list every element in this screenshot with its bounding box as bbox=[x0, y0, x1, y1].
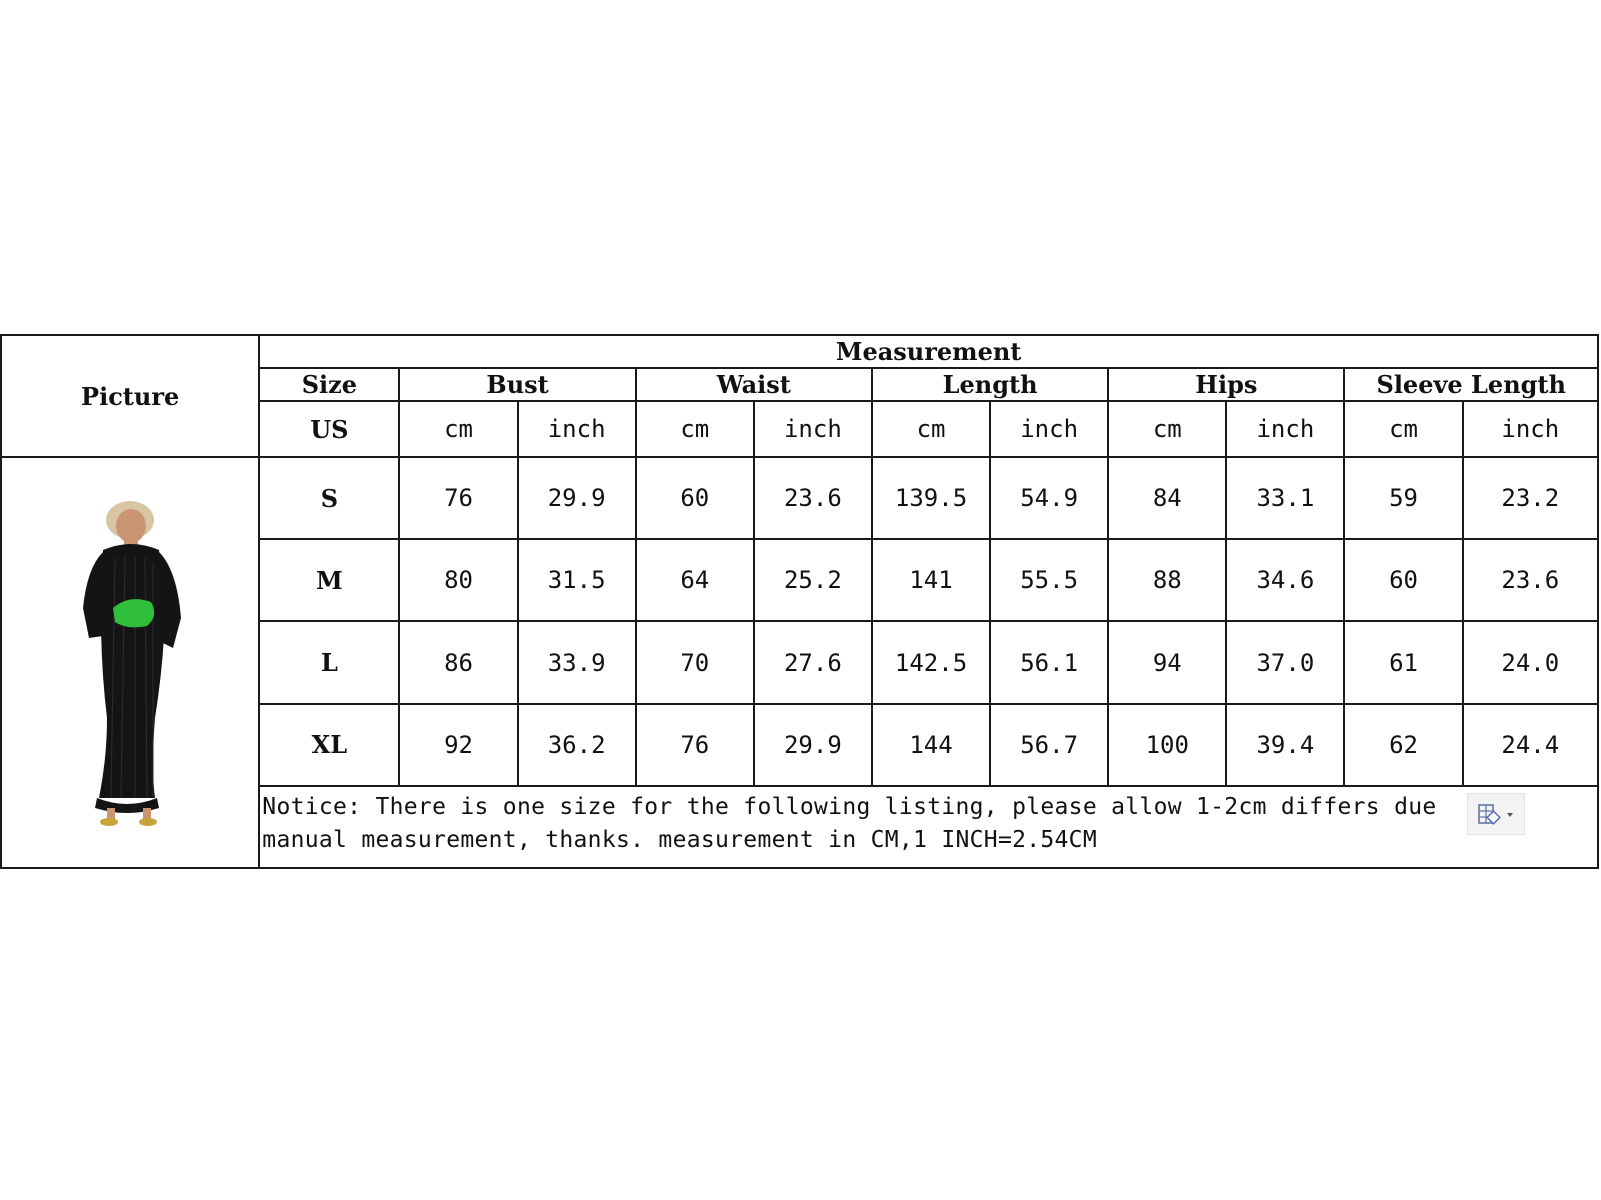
length-cm-cell: 142.5 bbox=[872, 621, 990, 703]
size-label: S bbox=[259, 457, 399, 539]
size-label: XL bbox=[259, 704, 399, 786]
dress bbox=[99, 544, 165, 798]
waist-inch-cell: 25.2 bbox=[754, 539, 872, 621]
waist-inch-cell: 27.6 bbox=[754, 621, 872, 703]
unit-header: inch bbox=[1226, 401, 1344, 457]
bust-cm-cell: 86 bbox=[399, 621, 517, 703]
hips-header: Hips bbox=[1108, 368, 1344, 401]
length-cm-cell: 141 bbox=[872, 539, 990, 621]
unit-header: cm bbox=[636, 401, 754, 457]
unit-header: cm bbox=[1344, 401, 1462, 457]
hips-inch-cell: 39.4 bbox=[1226, 704, 1344, 786]
sleeve-inch-cell: 23.6 bbox=[1463, 539, 1598, 621]
bust-cm-cell: 92 bbox=[399, 704, 517, 786]
waist-cm-cell: 60 bbox=[636, 457, 754, 539]
unit-header: inch bbox=[518, 401, 636, 457]
sleeve-cm-cell: 61 bbox=[1344, 621, 1462, 703]
unit-header: cm bbox=[872, 401, 990, 457]
bust-cm-cell: 76 bbox=[399, 457, 517, 539]
waist-inch-cell: 29.9 bbox=[754, 704, 872, 786]
hips-inch-cell: 33.1 bbox=[1226, 457, 1344, 539]
hips-cm-cell: 100 bbox=[1108, 704, 1226, 786]
waist-inch-cell: 23.6 bbox=[754, 457, 872, 539]
waist-cm-cell: 76 bbox=[636, 704, 754, 786]
length-inch-cell: 56.7 bbox=[990, 704, 1108, 786]
waist-cm-cell: 70 bbox=[636, 621, 754, 703]
notice-cell bbox=[259, 786, 1598, 868]
model-in-black-dress-photo bbox=[55, 498, 205, 828]
left-sleeve bbox=[83, 552, 107, 638]
sleeve-inch-cell: 24.4 bbox=[1463, 704, 1598, 786]
waist-cm-cell: 64 bbox=[636, 539, 754, 621]
hips-cm-cell: 94 bbox=[1108, 621, 1226, 703]
notice-text: Notice: There is one size for the following listing, please allow 1-2cm differs due manual measurement, thanks. measurement in CM,1 INCH=2.54CM bbox=[262, 793, 1437, 853]
hips-cm-cell: 88 bbox=[1108, 539, 1226, 621]
sleeve-length-header: Sleeve Length bbox=[1344, 368, 1598, 401]
unit-header: cm bbox=[399, 401, 517, 457]
length-inch-cell: 54.9 bbox=[990, 457, 1108, 539]
unit-header: cm bbox=[1108, 401, 1226, 457]
waist-header: Waist bbox=[636, 368, 872, 401]
table-row bbox=[1, 457, 1598, 539]
bust-inch-cell: 33.9 bbox=[518, 621, 636, 703]
sleeve-inch-cell: 23.2 bbox=[1463, 457, 1598, 539]
unit-header: inch bbox=[990, 401, 1108, 457]
length-header: Length bbox=[872, 368, 1108, 401]
bust-cm-cell: 80 bbox=[399, 539, 517, 621]
length-inch-cell: 55.5 bbox=[990, 539, 1108, 621]
size-label: M bbox=[259, 539, 399, 621]
sleeve-cm-cell: 62 bbox=[1344, 704, 1462, 786]
unit-header: inch bbox=[754, 401, 872, 457]
length-cm-cell: 144 bbox=[872, 704, 990, 786]
product-picture-cell bbox=[1, 457, 259, 868]
sleeve-inch-cell: 24.0 bbox=[1463, 621, 1598, 703]
hips-cm-cell: 84 bbox=[1108, 457, 1226, 539]
picture-header: Picture bbox=[1, 335, 259, 457]
measurement-header: Measurement bbox=[259, 335, 1598, 368]
sleeve-cm-cell: 59 bbox=[1344, 457, 1462, 539]
bust-inch-cell: 31.5 bbox=[518, 539, 636, 621]
hips-inch-cell: 34.6 bbox=[1226, 539, 1344, 621]
length-cm-cell: 139.5 bbox=[872, 457, 990, 539]
sleeve-cm-cell: 60 bbox=[1344, 539, 1462, 621]
left-shoe bbox=[100, 818, 118, 826]
bust-inch-cell: 29.9 bbox=[518, 457, 636, 539]
unit-header: inch bbox=[1463, 401, 1598, 457]
paste-options-icon[interactable] bbox=[1467, 793, 1525, 835]
size-chart-table bbox=[0, 334, 1599, 869]
bust-inch-cell: 36.2 bbox=[518, 704, 636, 786]
bust-header: Bust bbox=[399, 368, 635, 401]
right-sleeve bbox=[155, 552, 181, 648]
hips-inch-cell: 37.0 bbox=[1226, 621, 1344, 703]
size-label: L bbox=[259, 621, 399, 703]
region-header: US bbox=[259, 401, 399, 457]
size-header: Size bbox=[259, 368, 399, 401]
face bbox=[116, 509, 146, 543]
length-inch-cell: 56.1 bbox=[990, 621, 1108, 703]
right-shoe bbox=[139, 818, 157, 826]
